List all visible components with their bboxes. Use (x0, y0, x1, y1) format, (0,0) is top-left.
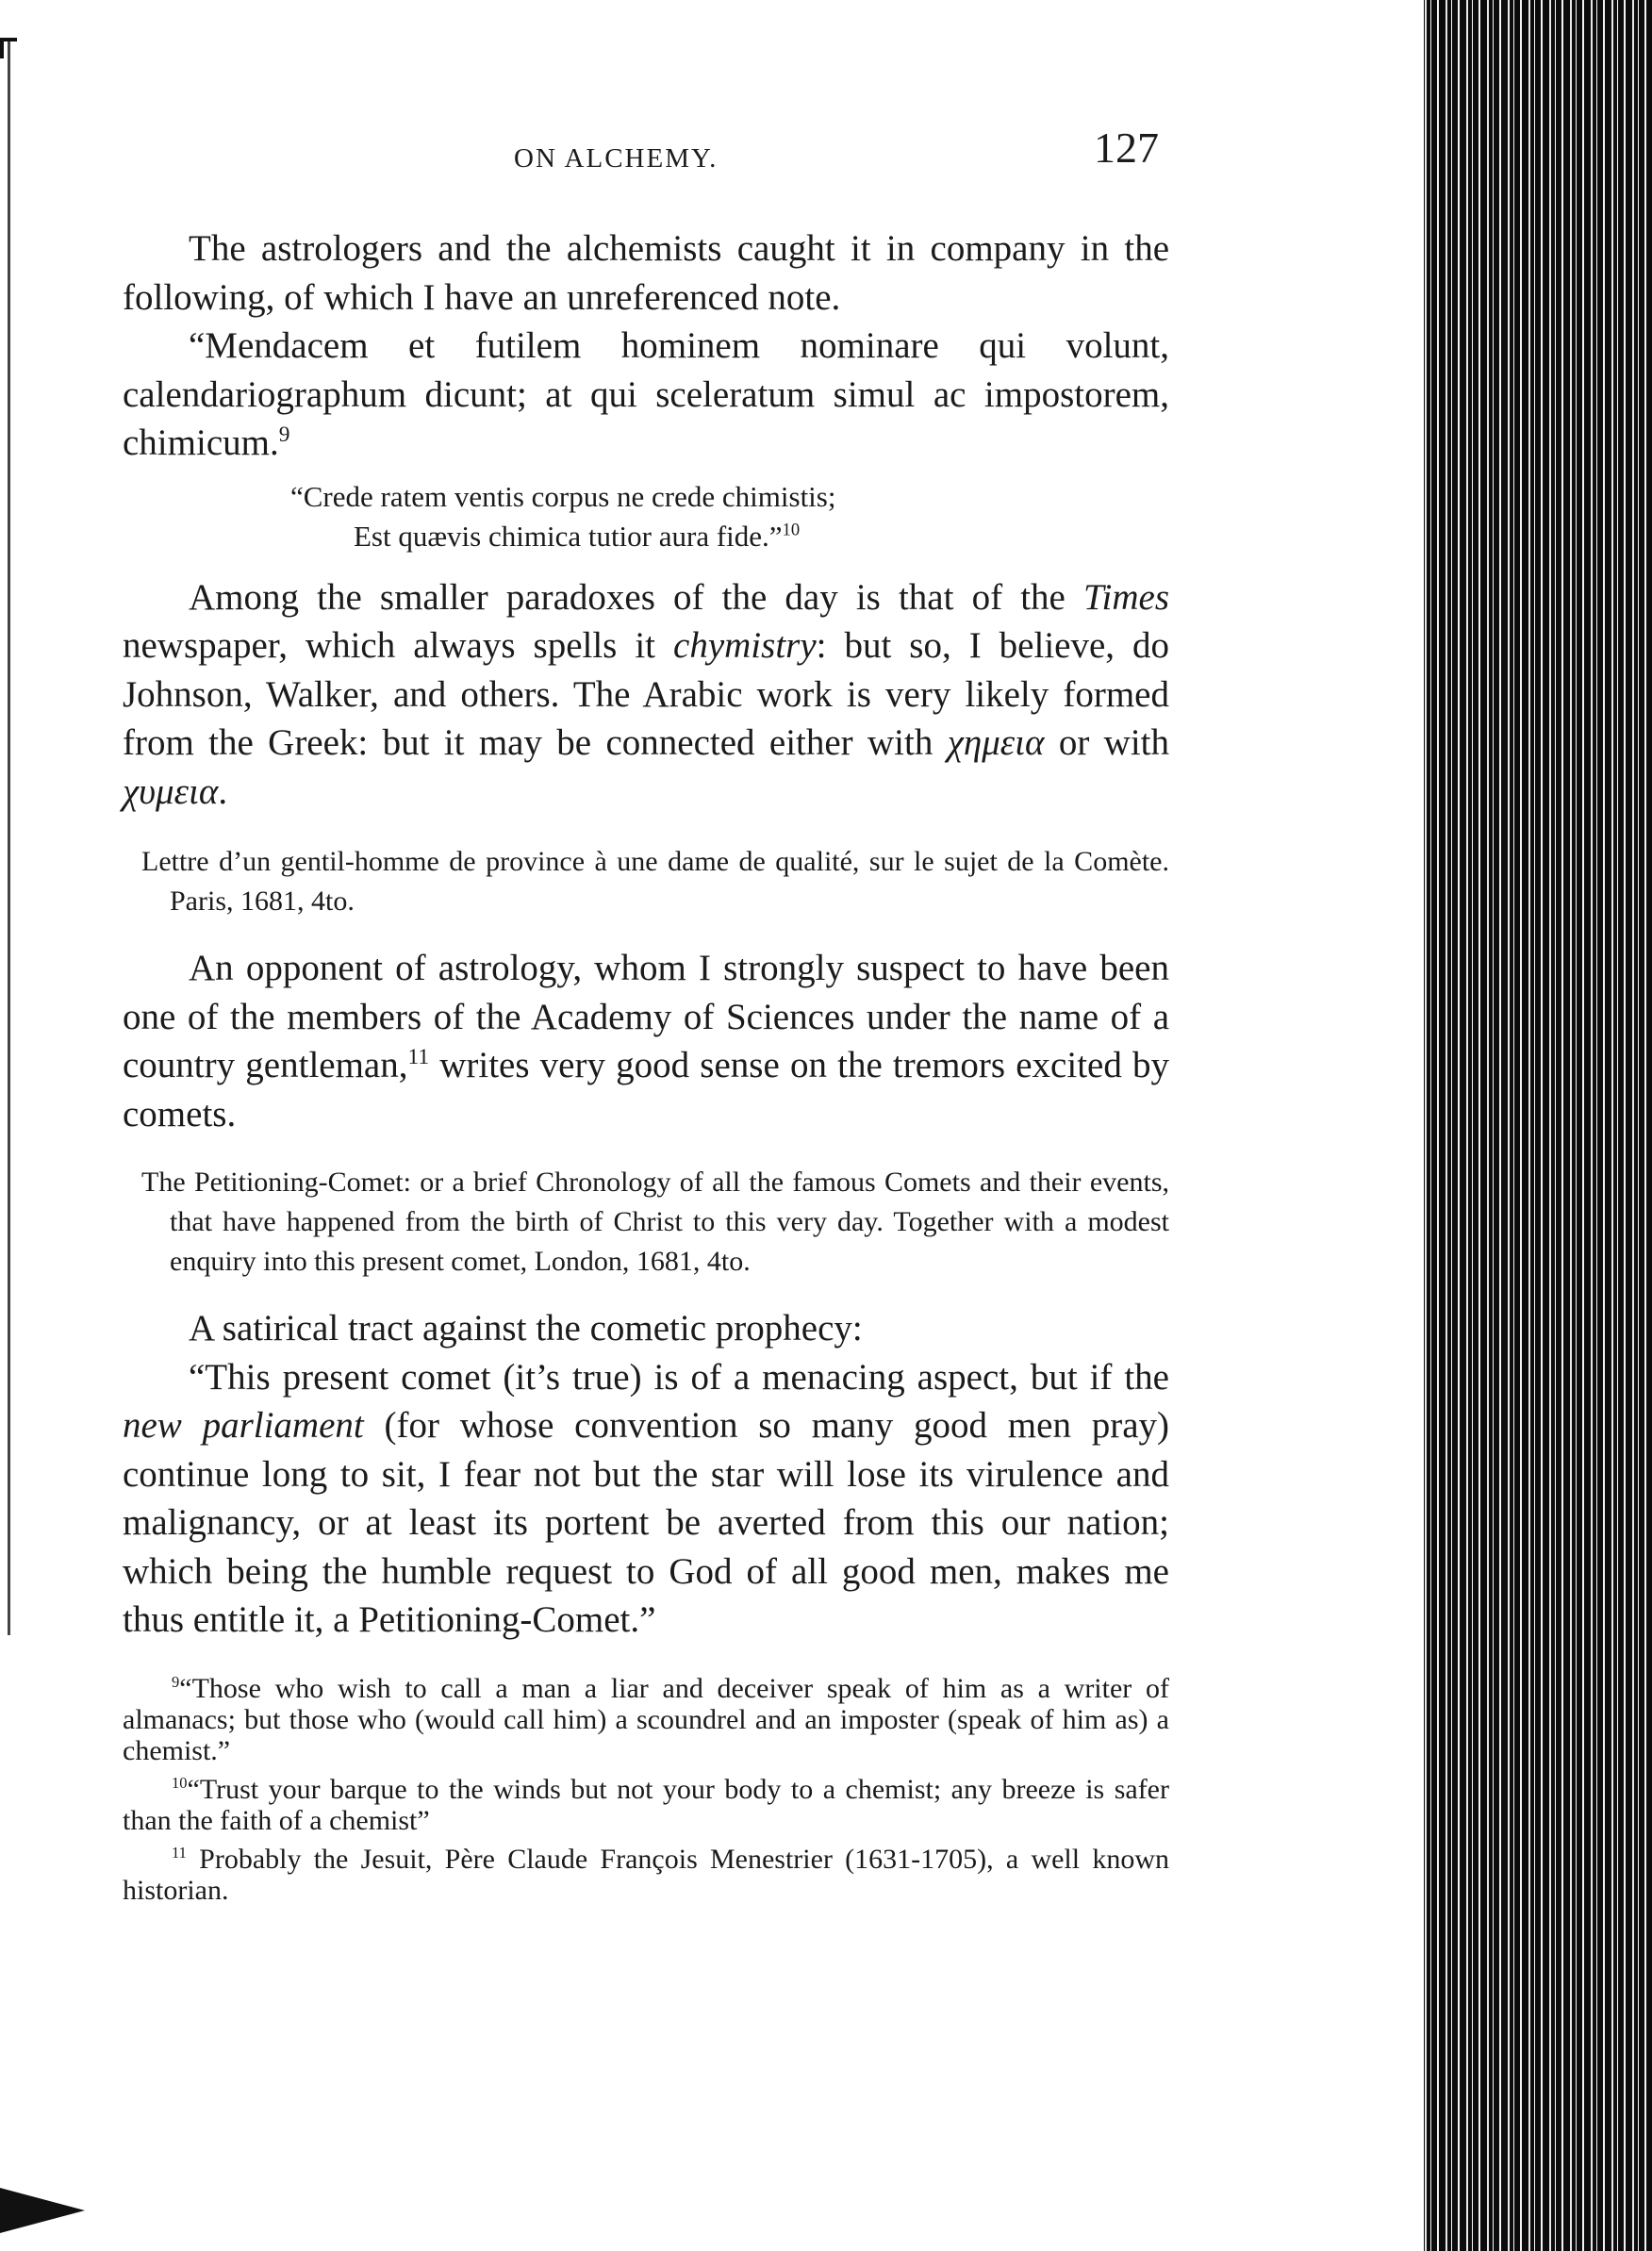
p3-end: . (218, 770, 228, 812)
p6-part-a: “This present comet (it’s true) is of a menacing aspect, but if the (189, 1356, 1169, 1398)
bibliography-entry-1: Lettre d’un gentil-homme de province à une dame de qualité, sur le sujet de la Comète. Paris, 1681, 4to. (141, 846, 1169, 917)
page-header (0, 123, 1411, 179)
p3-or: or with (1058, 722, 1170, 763)
verse-line-2-text: Est quævis chimica tutior aura fide.” (354, 519, 783, 553)
bibliography-entry-2: The Petitioning-Comet: or a brief Chronology of all the famous Comets and their events, that have happened from the birth of Christ to this very day. Together with a modest enquiry into this present comet, London, 1681, 4to. (141, 1167, 1169, 1277)
paragraph-1: The astrologers and the alchemists caught it in company in the following, of which I have an unreferenced note. (123, 228, 1169, 318)
footnote-ref-11: 11 (407, 1045, 430, 1069)
paragraph-4 (123, 944, 1169, 1138)
scan-marker-arrow (0, 2188, 85, 2233)
footnote-9-text: “Those who wish to call a man a liar and deceiver speak of him as a writer of almanacs; but those who (would call him) a scoundrel and an imposter (speak of him as) a chemist.” (123, 1672, 1169, 1766)
footnote-9 (123, 1673, 1169, 1766)
paragraph-2-text: “Mendacem et futilem hominem nominare qui volunt, calendariographum dicunt; at qui sceleratum simul ac impostorem, chimicum. (123, 325, 1169, 463)
latin-verse (123, 477, 1169, 556)
p4-part-a: An opponent of astrology, whom I strongly suspect to have been one of the members of the Academy of Sciences under the name of a country gentleman, (123, 948, 1169, 1085)
page-left-edge (8, 41, 10, 1635)
book-gutter (1411, 0, 1424, 2251)
p6-italic: new parliament (123, 1405, 364, 1446)
footnote-ref-10: 10 (782, 520, 801, 540)
paragraph-3 (123, 573, 1169, 817)
paragraph-5: A satirical tract against the cometic prophecy: (189, 1308, 863, 1349)
greek-word-2: χυμεια (123, 770, 219, 812)
p4-part-b: writes very good sense on the tremors excited by comets. (123, 1045, 1170, 1134)
footnote-10-number: 10 (172, 1773, 188, 1792)
footnote-10 (123, 1774, 1169, 1836)
p3-chymistry-italic: chymistry (673, 625, 817, 666)
page-number: 127 (1094, 124, 1159, 172)
footnote-ref-9: 9 (278, 422, 290, 447)
verse-line-2 (123, 517, 1169, 556)
footnotes (123, 1673, 1169, 1906)
footnote-10-text: “Trust your barque to the winds but not your body to a chemist; any breeze is safer than the faith of a chemist” (123, 1773, 1169, 1836)
p3-times-italic: Times (1082, 576, 1169, 618)
verse-line-1: “Crede ratem ventis corpus ne crede chimistis; (290, 479, 836, 513)
paragraph-2 (123, 322, 1169, 468)
p3-part-c: : but so, I believe, do Johnson, Walker, and others. The Arabic work is very likely formed from the Greek: but it may be connected either with (123, 625, 1170, 763)
paragraph-6 (123, 1353, 1169, 1645)
footnote-11-number: 11 (172, 1843, 187, 1862)
p6-part-b: (for whose convention so many good men pray) continue long to sit, I fear not but the star will lose its virulence and malignancy, or at least its portent be averted from this our nation; which being the humble request to God of all good men, makes me thus entitle it, a Petitioning-Comet.” (123, 1405, 1169, 1640)
footnote-11-text: Probably the Jesuit, Père Claude François Menestrier (1631-1705), a well known historian. (123, 1843, 1169, 1906)
book-page-edges (1411, 0, 1652, 2251)
running-head: ON ALCHEMY. (514, 143, 719, 174)
page-body (123, 224, 1169, 1913)
footnote-9-number: 9 (172, 1672, 180, 1691)
p3-part-a: Among the smaller paradoxes of the day is that of the (189, 576, 1066, 618)
greek-word-1: χημεια (947, 722, 1045, 763)
footnote-11 (123, 1844, 1169, 1906)
p3-part-b: newspaper, which always spells it (123, 625, 656, 666)
